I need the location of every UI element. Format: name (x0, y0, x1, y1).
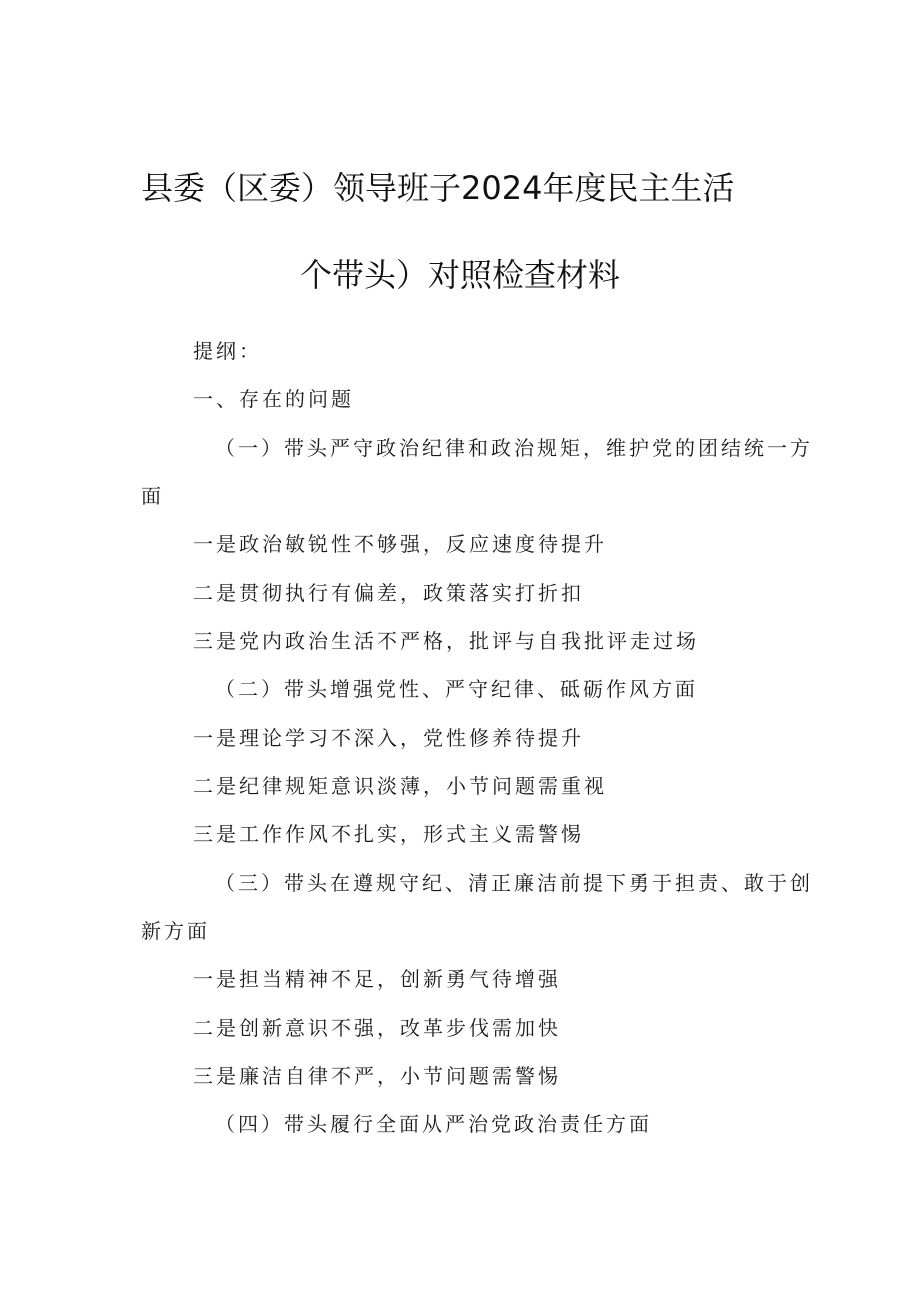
subsection-2-heading: （二）带头增强党性、严守纪律、砥砺作风方面 (215, 677, 698, 701)
subsection-3-heading-line-2: 新方面 (141, 919, 210, 943)
subsection-1-heading-line-2: 面 (141, 484, 164, 508)
outline-label: 提纲： (193, 339, 262, 363)
subsection-4-heading: （四）带头履行全面从严治党政治责任方面 (215, 1112, 652, 1136)
subsection-3-item-1: 一是担当精神不足，创新勇气待增强 (193, 967, 561, 991)
subsection-1-item-2: 二是贯彻执行有偏差，政策落实打折扣 (193, 581, 584, 605)
subsection-3-item-3: 三是廉洁自律不严，小节问题需警惕 (193, 1064, 561, 1088)
document-title-line-1: 县委（区委）领导班子2024年度民主生活 (141, 169, 735, 207)
subsection-3-item-2: 二是创新意识不强，改革步伐需加快 (193, 1016, 561, 1040)
subsection-2-item-3: 三是工作作风不扎实，形式主义需警惕 (193, 822, 584, 846)
subsection-1-item-1: 一是政治敏锐性不够强，反应速度待提升 (193, 532, 607, 556)
subsection-3-heading-line-1: （三）带头在遵规守纪、清正廉洁前提下勇于担责、敢于创 (215, 871, 813, 895)
section-heading-problems: 一、存在的问题 (193, 387, 354, 411)
subsection-2-item-1: 一是理论学习不深入，党性修养待提升 (193, 726, 584, 750)
document-title-line-2: 个带头）对照检查材料 (300, 256, 621, 294)
subsection-2-item-2: 二是纪律规矩意识淡薄，小节问题需重视 (193, 774, 607, 798)
subsection-1-heading-line-1: （一）带头严守政治纪律和政治规矩，维护党的团结统一方 (215, 436, 813, 460)
subsection-1-item-3: 三是党内政治生活不严格，批评与自我批评走过场 (193, 629, 699, 653)
